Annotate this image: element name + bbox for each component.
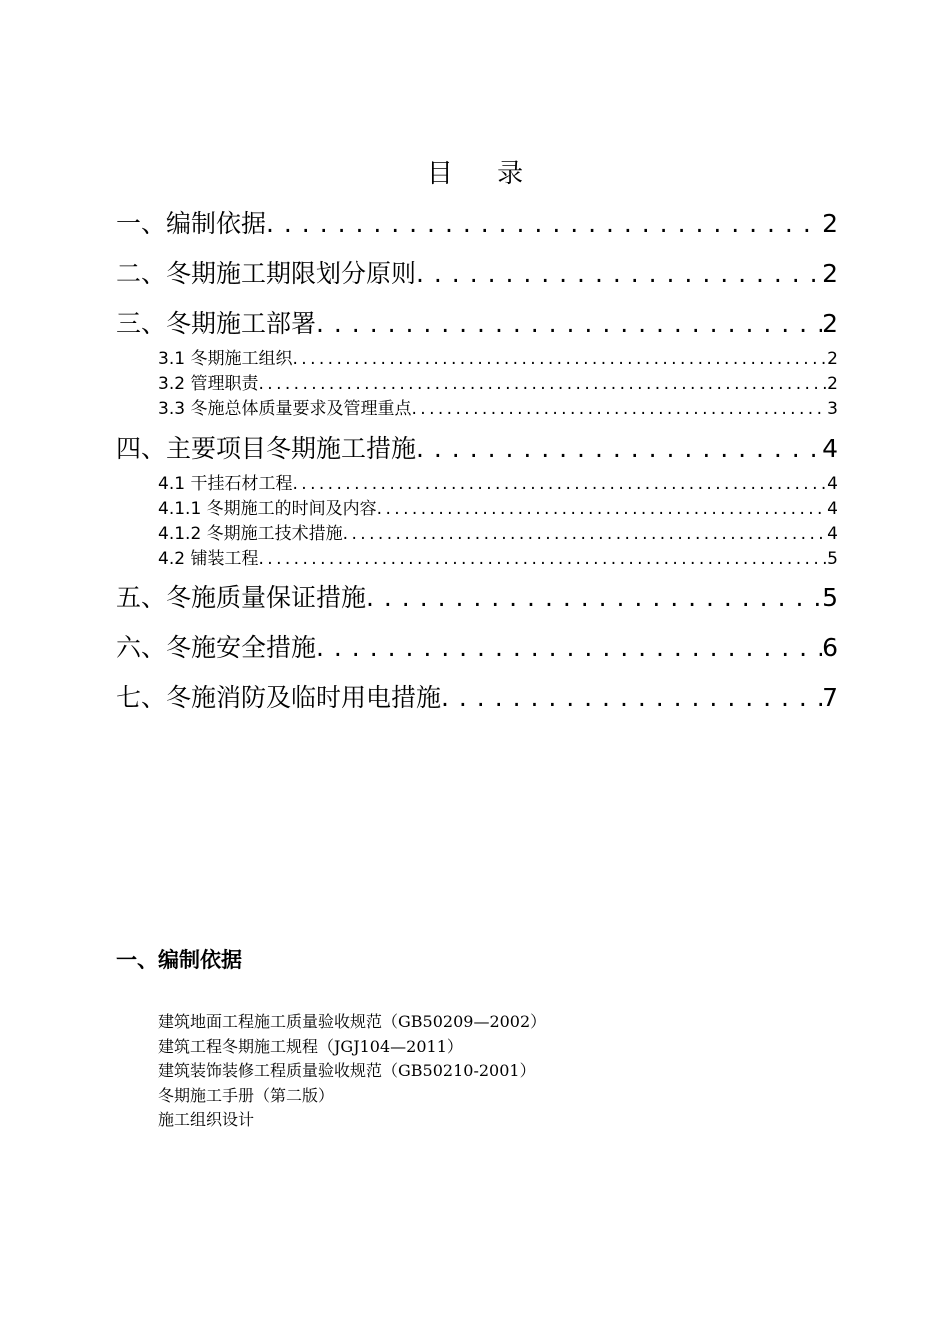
toc-page-number: 2 [822, 259, 838, 288]
toc-page-number: 4 [827, 499, 838, 519]
reference-item: 建筑地面工程施工质量验收规范（GB50209—2002） [158, 1012, 547, 1031]
toc-leader-dots [416, 257, 822, 291]
toc-entry-label: 4.1.1 冬期施工的时间及内容 [158, 499, 377, 519]
reference-item: 冬期施工手册（第二版） [158, 1085, 335, 1105]
toc-page-number: 4 [827, 474, 838, 494]
toc-entry-label: 三、冬期施工部署 [116, 309, 317, 338]
toc-subentry[interactable] [158, 497, 838, 521]
toc-entry-label: 四、主要项目冬期施工措施 [116, 434, 417, 463]
toc-leader-dots [416, 432, 822, 466]
toc-entry[interactable] [116, 432, 838, 466]
toc-subentry[interactable] [158, 547, 838, 571]
toc-subentry[interactable] [158, 472, 838, 496]
toc-entry[interactable] [116, 681, 838, 715]
section-heading: 一、编制依据 [116, 948, 242, 972]
toc-leader-dots [377, 497, 828, 521]
toc-entry-label: 一、编制依据 [116, 209, 267, 238]
toc-leader-dots [441, 681, 822, 715]
toc-subentry[interactable] [158, 372, 838, 396]
toc-leader-dots [366, 581, 822, 615]
toc-entry[interactable] [116, 257, 838, 291]
toc-page-number: 4 [827, 524, 838, 544]
toc-entry[interactable] [116, 581, 838, 615]
toc-subentry[interactable] [158, 347, 838, 371]
toc-leader-dots [258, 372, 827, 396]
reference-item: 建筑装饰装修工程质量验收规范（GB50210-2001） [158, 1061, 536, 1080]
toc-subentry[interactable] [158, 397, 838, 421]
toc-leader-dots [316, 307, 822, 341]
toc-page-number: 5 [822, 583, 838, 612]
toc-page-number: 5 [827, 549, 838, 569]
toc-leader-dots [343, 522, 828, 546]
toc-entry[interactable] [116, 207, 838, 241]
toc-page-number: 4 [822, 434, 838, 463]
reference-list [158, 1010, 546, 1133]
toc-leader-dots [292, 347, 827, 371]
toc-entry-label: 3.3 冬施总体质量要求及管理重点 [158, 399, 412, 419]
toc-entry-label: 二、冬期施工期限划分原则 [116, 259, 417, 288]
reference-item: 建筑工程冬期施工规程（JGJ104—2011） [158, 1036, 463, 1056]
toc-page-number: 3 [827, 399, 838, 419]
toc-leader-dots [316, 631, 822, 665]
toc-entry-label: 3.2 管理职责 [158, 374, 259, 394]
toc-leader-dots [292, 472, 827, 496]
toc-page-number: 6 [822, 633, 838, 662]
toc-entry[interactable] [116, 307, 838, 341]
toc-entry-label: 4.1.2 冬期施工技术措施 [158, 524, 343, 544]
toc-entry-label: 六、冬施安全措施 [116, 633, 317, 662]
toc-entry-label: 3.1 冬期施工组织 [158, 349, 293, 369]
toc-leader-dots [258, 547, 827, 571]
reference-item: 施工组织设计 [158, 1110, 255, 1129]
toc-page-number: 2 [822, 209, 838, 238]
toc-entry-label: 七、冬施消防及临时用电措施 [116, 683, 442, 712]
toc-entry-label: 4.2 铺装工程 [158, 549, 259, 569]
toc-page-number: 2 [827, 349, 838, 369]
toc-subentry[interactable] [158, 522, 838, 546]
toc-leader-dots [266, 207, 822, 241]
toc-entry-label: 4.1 干挂石材工程 [158, 474, 293, 494]
toc-title: 目 录 [426, 159, 542, 189]
toc-page-number: 7 [822, 683, 838, 712]
toc-page-number: 2 [827, 374, 838, 394]
toc-entry-label: 五、冬施质量保证措施 [116, 583, 367, 612]
toc-leader-dots [411, 397, 827, 421]
toc-page-number: 2 [822, 309, 838, 338]
toc-entry[interactable] [116, 631, 838, 665]
